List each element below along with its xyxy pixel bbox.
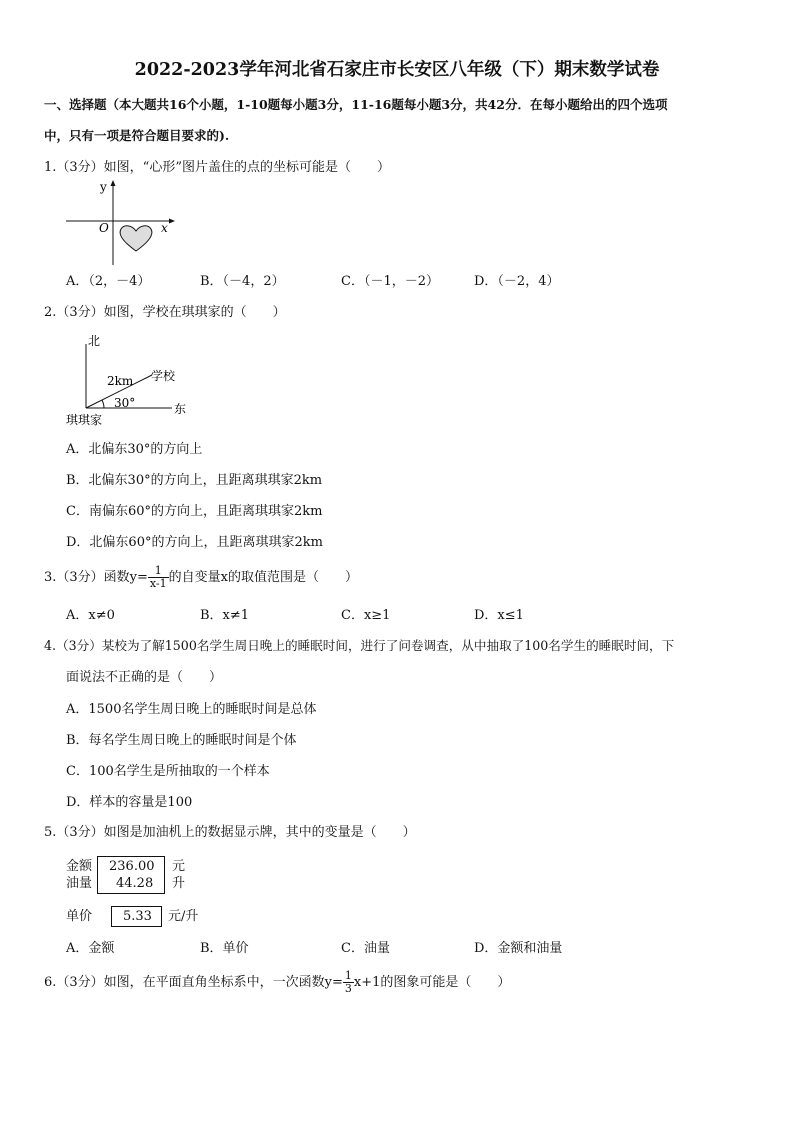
q2-option-c: C．南偏东60°的方向上，且距离琪琪家2km — [66, 504, 323, 519]
value-volume: 44.28 — [116, 876, 154, 891]
q4-option-b: B．每名学生周日晚上的睡眠时间是个体 — [66, 733, 297, 748]
q1-option-d: D．（－2，4） — [474, 274, 560, 289]
q3-frac-den: x-1 — [149, 577, 167, 591]
label-amount: 金额 — [66, 859, 93, 874]
q6-frac-den: 3 — [344, 982, 352, 996]
q1-y-label: y — [100, 180, 107, 194]
label-volume: 油量 — [66, 876, 93, 891]
value-amount: 236.00 — [109, 859, 155, 874]
unit-amount: 元 — [172, 859, 186, 874]
q6-stem-post: x+1的图象可能是（ ） — [353, 975, 511, 991]
q3-stem-post: 的自变量x的取值范围是（ ） — [168, 570, 358, 586]
q3-option-d: D．x≤1 — [474, 608, 524, 623]
q2-distance-label: 2km — [107, 374, 134, 388]
q6-frac-num: 1 — [344, 969, 352, 982]
q2-school-label: 学校 — [151, 369, 176, 383]
q5-option-c: C．油量 — [341, 941, 390, 956]
q1-origin-label: O — [99, 221, 109, 235]
q2-home-label: 琪琪家 — [66, 413, 103, 427]
q3-option-a: A．x≠0 — [66, 608, 115, 623]
heart-shape — [120, 226, 152, 251]
q3-frac-num: 1 — [148, 565, 169, 578]
q5-option-d: D．金额和油量 — [474, 941, 563, 956]
q4-option-a: A．1500名学生周日晚上的睡眠时间是总体 — [66, 702, 317, 717]
q4-stem-line2: 面说法不正确的是（ ） — [66, 670, 223, 685]
q4-option-d: D．样本的容量是100 — [66, 795, 193, 810]
section-heading-line1: 一、选择题（本大题共16个小题，1-10题每小题3分，11-16题每小题3分，共42分．在每小题给出的四个选项 — [44, 97, 668, 112]
q6-fraction — [343, 970, 354, 995]
q3-option-c: C．x≥1 — [341, 608, 391, 623]
page-title: 2022-2023学年河北省石家庄市长安区八年级（下）期末数学试卷 — [134, 60, 660, 80]
q3-stem — [44, 565, 358, 590]
q1-x-label: x — [161, 221, 168, 235]
q5-option-b: B．单价 — [200, 941, 249, 956]
unit-price: 元/升 — [168, 909, 199, 924]
q4-stem-line1: 4.（3分）某校为了解1500名学生周日晚上的睡眠时间，进行了问卷调查，从中抽取了100名学生的睡眠时间，下 — [44, 638, 675, 653]
value-price: 5.33 — [123, 909, 152, 924]
q2-option-d: D．北偏东60°的方向上，且距离琪琪家2km — [66, 535, 323, 550]
q2-east-label: 东 — [174, 402, 187, 416]
q6-stem-pre: 6.（3分）如图，在平面直角坐标系中，一次函数y= — [44, 975, 343, 991]
q1-option-c: C．（－1，－2） — [341, 274, 439, 289]
q1-stem: 1.（3分）如图，“心形”图片盖住的点的坐标可能是（ ） — [44, 160, 390, 175]
q4-option-c: C．100名学生是所抽取的一个样本 — [66, 764, 270, 779]
q1-option-b: B．（－4，2） — [200, 274, 285, 289]
q1-figure — [60, 177, 180, 267]
q2-option-b: B．北偏东30°的方向上，且距离琪琪家2km — [66, 473, 323, 488]
q5-stem: 5.（3分）如图是加油机上的数据显示牌，其中的变量是（ ） — [44, 825, 416, 840]
label-price: 单价 — [66, 909, 93, 924]
q1-option-a: A．（2，－4） — [66, 274, 151, 289]
section-heading-line2: 中，只有一项是符合题目要求的). — [44, 128, 230, 143]
unit-volume: 升 — [172, 876, 186, 891]
q3-fraction — [148, 565, 169, 590]
q5-option-a: A．金额 — [66, 941, 115, 956]
q2-north-label: 北 — [88, 334, 101, 348]
q2-figure — [60, 330, 200, 430]
q6-stem — [44, 970, 510, 995]
q2-option-a: A．北偏东30°的方向上 — [66, 442, 203, 457]
q2-angle-label: 30° — [114, 396, 136, 410]
q3-stem-pre: 3.（3分）函数y= — [44, 570, 148, 586]
q3-option-b: B．x≠1 — [200, 608, 250, 623]
q2-stem: 2.（3分）如图，学校在琪琪家的（ ） — [44, 305, 286, 320]
